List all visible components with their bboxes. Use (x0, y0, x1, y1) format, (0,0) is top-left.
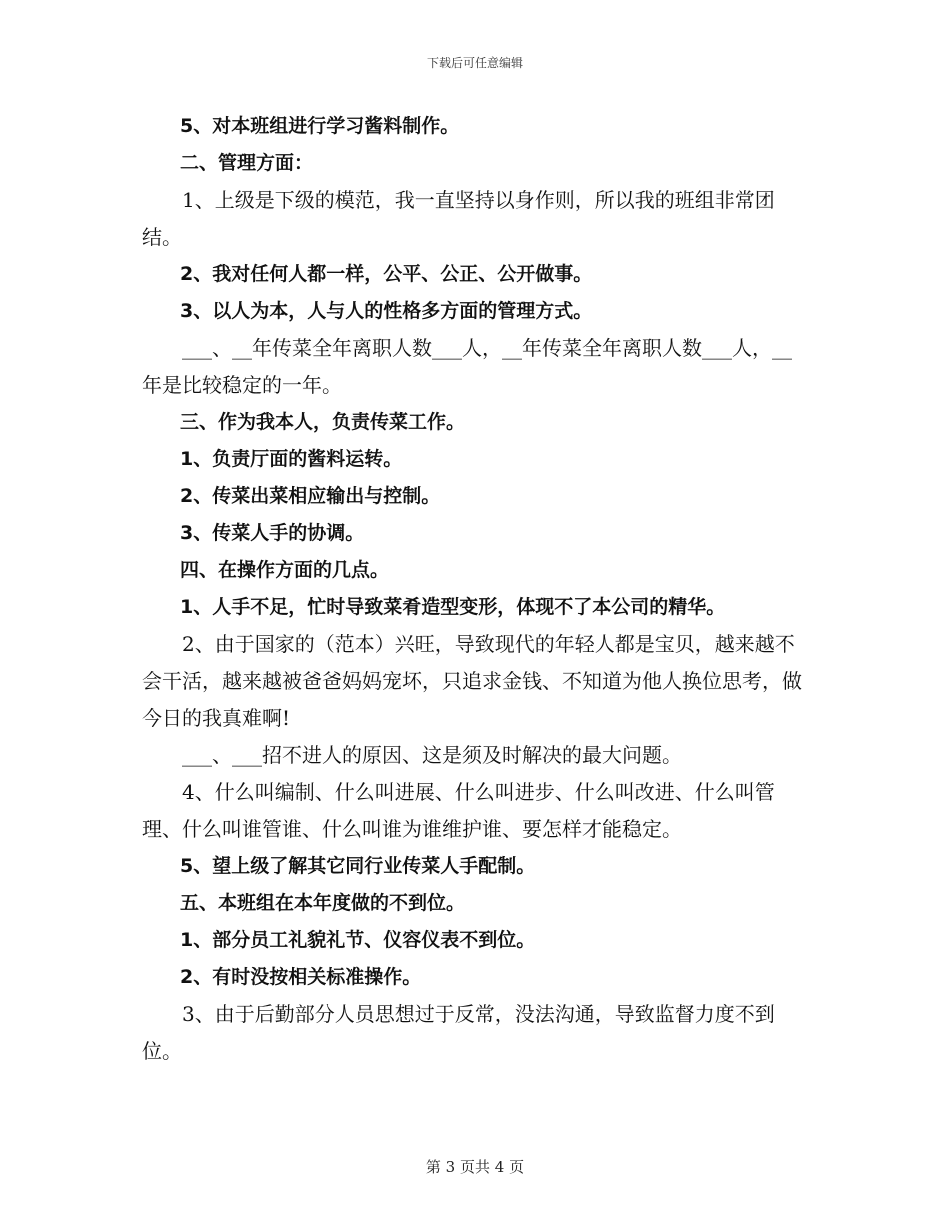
paragraph-10: 3、传菜人手的协调。 (180, 522, 365, 544)
paragraph-17: 五、本班组在本年度做的不到位。 (180, 892, 466, 914)
paragraph-1: 5、对本班组进行学习酱料制作。 (180, 115, 460, 137)
page-header: 下载后可任意编辑 (426, 56, 523, 70)
paragraph-12: 1、人手不足，忙时导致菜肴造型变形，体现不了本公司的精华。 (180, 596, 726, 618)
paragraph-5: 3、以人为本，人与人的性格多方面的管理方式。 (180, 300, 593, 322)
paragraph-20: 3、由于后勤部分人员思想过于反常，没法沟通，导致监督力度不到位。 (142, 1002, 775, 1063)
paragraph-18: 1、部分员工礼貌礼节、仪容仪表不到位。 (180, 929, 536, 951)
paragraph-6: ___、__年传菜全年离职人数___人，__年传菜全年离职人数___人，__年是比较稳定的一年。 (142, 336, 792, 397)
paragraph-2: 二、管理方面： (180, 152, 314, 174)
paragraph-8: 1、负责厅面的酱料运转。 (180, 448, 403, 470)
document-body (142, 108, 810, 1070)
paragraph-19: 2、有时没按相关标准操作。 (180, 966, 422, 988)
paragraph-11: 四、在操作方面的几点。 (180, 559, 390, 581)
page-footer: 第 3 页共 4 页 (425, 1158, 525, 1176)
paragraph-7: 三、作为我本人，负责传菜工作。 (180, 411, 466, 433)
paragraph-13: 2、由于国家的（范本）兴旺，导致现代的年轻人都是宝贝，越来越不会干活，越来越被爸爸妈妈宠坏，只追求金钱、不知道为他人换位思考，做今日的我真难啊! (142, 632, 802, 730)
paragraph-9: 2、传菜出菜相应输出与控制。 (180, 485, 441, 507)
paragraph-4: 2、我对任何人都一样，公平、公正、公开做事。 (180, 263, 593, 285)
paragraph-14: ___、___招不进人的原因、这是须及时解决的最大问题。 (182, 743, 682, 767)
paragraph-16: 5、望上级了解其它同行业传菜人手配制。 (180, 855, 536, 877)
paragraph-15: 4、什么叫编制、什么叫进展、什么叫进步、什么叫改进、什么叫管理、什么叫谁管谁、什么叫谁为谁维护谁、要怎样才能稳定。 (142, 780, 775, 841)
paragraph-3: 1、上级是下级的模范，我一直坚持以身作则，所以我的班组非常团结。 (142, 188, 775, 249)
